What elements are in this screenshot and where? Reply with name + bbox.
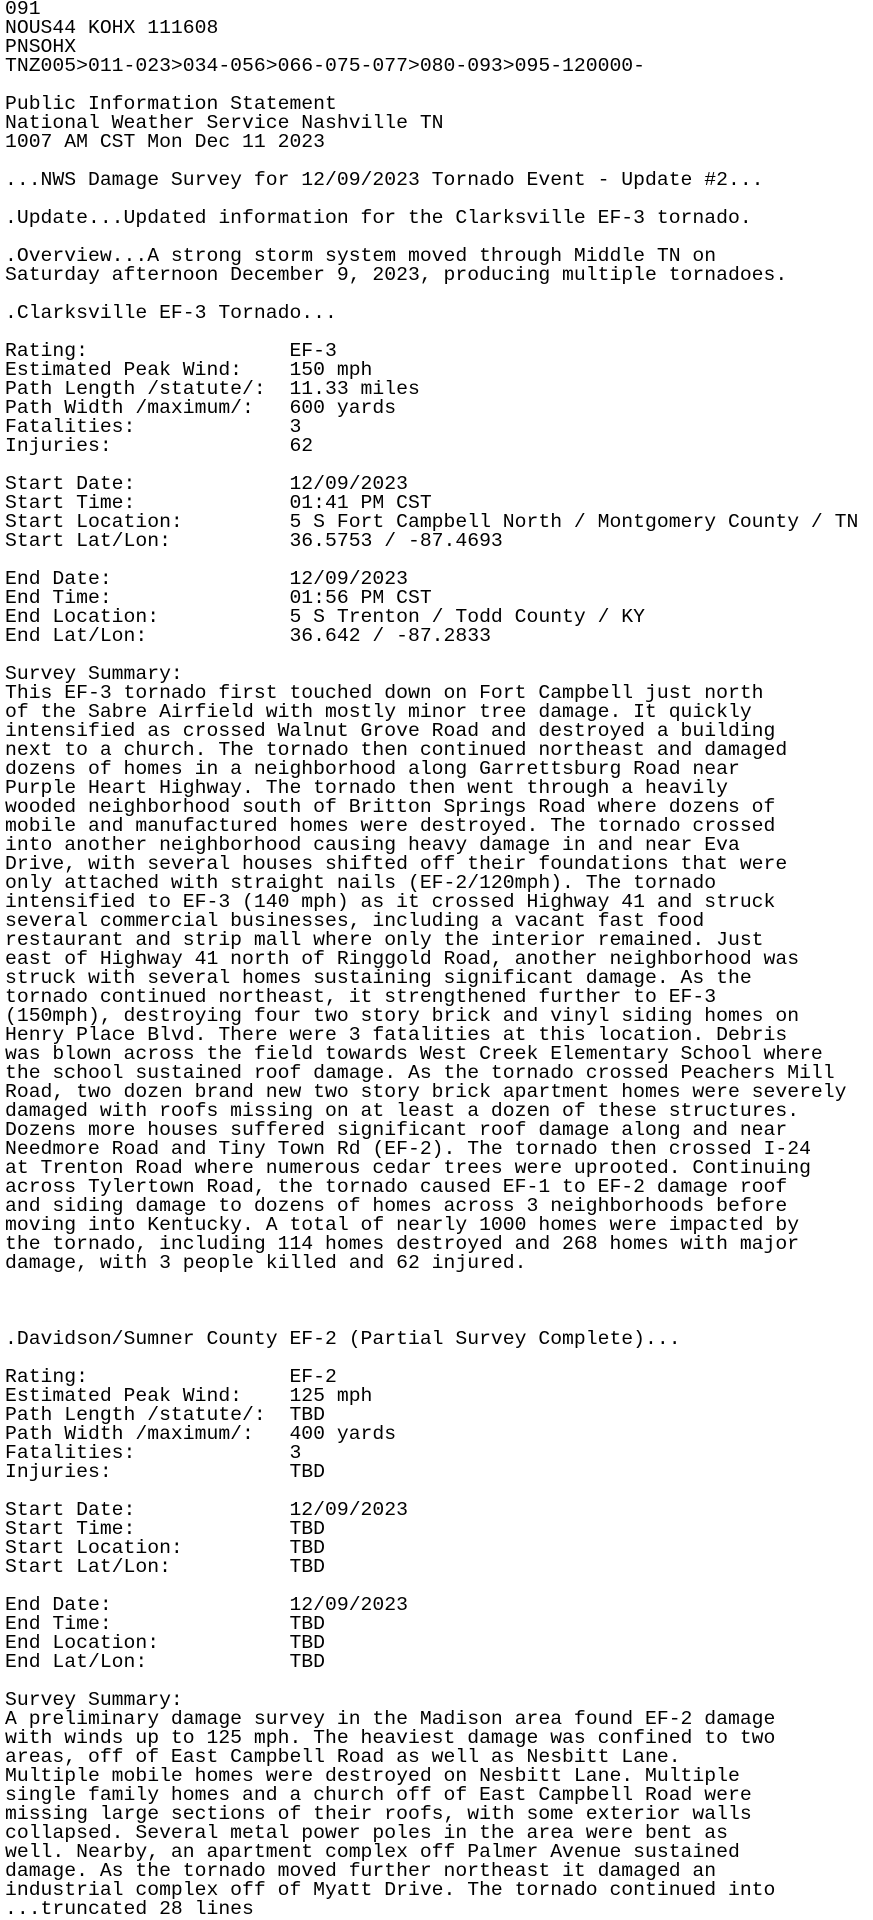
text-line: Rating: EF-3 bbox=[5, 340, 337, 362]
text-line: Purple Heart Highway. The tornado then went through a heavily bbox=[5, 777, 728, 799]
text-line: Fatalities: 3 bbox=[5, 416, 302, 438]
text-line: National Weather Service Nashville TN bbox=[5, 112, 444, 134]
text-line: intensified as crossed Walnut Grove Road and destroyed a building bbox=[5, 720, 776, 742]
text-line: the school sustained roof damage. As the tornado crossed Peachers Mill bbox=[5, 1062, 835, 1084]
text-line: dozens of homes in a neighborhood along Garrettsburg Road near bbox=[5, 758, 740, 780]
text-line: Injuries: TBD bbox=[5, 1461, 326, 1483]
text-line: at Trenton Road where numerous cedar trees were uprooted. Continuing bbox=[5, 1157, 811, 1179]
text-line: of the Sabre Airfield with mostly minor tree damage. It quickly bbox=[5, 701, 752, 723]
text-line: Survey Summary: bbox=[5, 1689, 183, 1711]
text-line: well. Nearby, an apartment complex off Palmer Avenue sustained bbox=[5, 1841, 740, 1863]
text-line: across Tylertown Road, the tornado caused EF-1 to EF-2 damage roof bbox=[5, 1176, 788, 1198]
text-line: and siding damage to dozens of homes across 3 neighborhoods before bbox=[5, 1195, 788, 1217]
text-line: End Date: 12/09/2023 bbox=[5, 568, 408, 590]
text-line: (150mph), destroying four two story brick and vinyl siding homes on bbox=[5, 1005, 800, 1027]
text-line: Start Date: 12/09/2023 bbox=[5, 473, 408, 495]
text-line: was blown across the field towards West Creek Elementary School where bbox=[5, 1043, 823, 1065]
text-line: industrial complex off of Myatt Drive. The tornado continued into bbox=[5, 1879, 776, 1901]
text-line: TNZ005>011-023>034-056>066-075-077>080-093>095-120000- bbox=[5, 55, 646, 77]
text-line: collapsed. Several metal power poles in the area were bent as bbox=[5, 1822, 728, 1844]
text-line: NOUS44 KOHX 111608 bbox=[5, 17, 219, 39]
text-line: Saturday afternoon December 9, 2023, producing multiple tornadoes. bbox=[5, 264, 788, 286]
text-line: areas, off of East Campbell Road as well as Nesbitt Lane. bbox=[5, 1746, 681, 1768]
blank-line bbox=[5, 1273, 873, 1292]
text-line: ...NWS Damage Survey for 12/09/2023 Tornado Event - Update #2... bbox=[5, 169, 764, 191]
text-line: several commercial businesses, including a vacant fast food bbox=[5, 910, 705, 932]
text-line: single family homes and a church off of East Campbell Road were bbox=[5, 1784, 752, 1806]
text-line: Path Width /maximum/: 400 yards bbox=[5, 1423, 397, 1445]
text-line: Needmore Road and Tiny Town Rd (EF-2). The tornado then crossed I-24 bbox=[5, 1138, 811, 1160]
blank-line bbox=[5, 1292, 873, 1311]
text-line: .Update...Updated information for the Clarksville EF-3 tornado. bbox=[5, 207, 752, 229]
text-line: Start Time: 01:41 PM CST bbox=[5, 492, 432, 514]
text-line: mobile and manufactured homes were destroyed. The tornado crossed bbox=[5, 815, 776, 837]
text-line: Drive, with several houses shifted off their foundations that were bbox=[5, 853, 788, 875]
text-line: A preliminary damage survey in the Madison area found EF-2 damage bbox=[5, 1708, 776, 1730]
text-line: Path Length /statute/: 11.33 miles bbox=[5, 378, 420, 400]
text-line: Multiple mobile homes were destroyed on Nesbitt Lane. Multiple bbox=[5, 1765, 740, 1787]
text-line: Henry Place Blvd. There were 3 fatalities at this location. Debris bbox=[5, 1024, 788, 1046]
text-line: PNSOHX bbox=[5, 36, 77, 58]
text-line: Start Location: TBD bbox=[5, 1537, 326, 1559]
text-line: 091 bbox=[5, 0, 41, 20]
text-line: End Time: 01:56 PM CST bbox=[5, 587, 432, 609]
text-line: Rating: EF-2 bbox=[5, 1366, 337, 1388]
text-line: wooded neighborhood south of Britton Springs Road where dozens of bbox=[5, 796, 776, 818]
text-line: .Davidson/Sumner County EF-2 (Partial Survey Complete)... bbox=[5, 1328, 681, 1350]
text-line: into another neighborhood causing heavy damage in and near Eva bbox=[5, 834, 740, 856]
text-line: This EF-3 tornado first touched down on Fort Campbell just north bbox=[5, 682, 764, 704]
text-line: .Overview...A strong storm system moved through Middle TN on bbox=[5, 245, 717, 267]
text-line: next to a church. The tornado then continued northeast and damaged bbox=[5, 739, 788, 761]
text-line: damage. As the tornado moved further northeast it damaged an bbox=[5, 1860, 717, 1882]
text-line: 1007 AM CST Mon Dec 11 2023 bbox=[5, 131, 326, 153]
text-line: with winds up to 125 mph. The heaviest damage was confined to two bbox=[5, 1727, 776, 1749]
text-line: Path Width /maximum/: 600 yards bbox=[5, 397, 397, 419]
text-line: Estimated Peak Wind: 150 mph bbox=[5, 359, 373, 381]
text-line: .Clarksville EF-3 Tornado... bbox=[5, 302, 337, 324]
text-line: End Location: TBD bbox=[5, 1632, 326, 1654]
text-line: Survey Summary: bbox=[5, 663, 183, 685]
text-line: Injuries: 62 bbox=[5, 435, 314, 457]
text-line: Start Time: TBD bbox=[5, 1518, 326, 1540]
text-line: damage, with 3 people killed and 62 injured. bbox=[5, 1252, 527, 1274]
text-line: Road, two dozen brand new two story brick apartment homes were severely bbox=[5, 1081, 847, 1103]
text-line: Dozens more houses suffered significant roof damage along and near bbox=[5, 1119, 788, 1141]
text-line: east of Highway 41 north of Ringgold Road, another neighborhood was bbox=[5, 948, 800, 970]
text-line: struck with several homes sustaining significant damage. As the bbox=[5, 967, 752, 989]
text-line: damaged with roofs missing on at least a dozen of these structures. bbox=[5, 1100, 800, 1122]
text-line: Estimated Peak Wind: 125 mph bbox=[5, 1385, 373, 1407]
text-line: End Time: TBD bbox=[5, 1613, 326, 1635]
text-line: intensified to EF-3 (140 mph) as it crossed Highway 41 and struck bbox=[5, 891, 776, 913]
text-line: the tornado, including 114 homes destroyed and 268 homes with major bbox=[5, 1233, 800, 1255]
text-line: Public Information Statement bbox=[5, 93, 337, 115]
text-line: moving into Kentucky. A total of nearly 1000 homes were impacted by bbox=[5, 1214, 800, 1236]
text-line: End Lat/Lon: 36.642 / -87.2833 bbox=[5, 625, 491, 647]
text-line: Path Length /statute/: TBD bbox=[5, 1404, 326, 1426]
text-line: missing large sections of their roofs, with some exterior walls bbox=[5, 1803, 752, 1825]
text-line: ...truncated 28 lines bbox=[5, 1898, 254, 1920]
text-line: Fatalities: 3 bbox=[5, 1442, 302, 1464]
text-line: End Location: 5 S Trenton / Todd County / KY bbox=[5, 606, 646, 628]
text-line: Start Location: 5 S Fort Campbell North / Montgomery County / TN bbox=[5, 511, 859, 533]
text-line: only attached with straight nails (EF-2/120mph). The tornado bbox=[5, 872, 717, 894]
text-line: restaurant and strip mall where only the interior remained. Just bbox=[5, 929, 764, 951]
text-line: Start Lat/Lon: TBD bbox=[5, 1556, 326, 1578]
text-line: Start Date: 12/09/2023 bbox=[5, 1499, 408, 1521]
text-line: tornado continued northeast, it strengthened further to EF-3 bbox=[5, 986, 717, 1008]
text-line: End Lat/Lon: TBD bbox=[5, 1651, 326, 1673]
text-line: Start Lat/Lon: 36.5753 / -87.4693 bbox=[5, 530, 503, 552]
text-line: End Date: 12/09/2023 bbox=[5, 1594, 408, 1616]
